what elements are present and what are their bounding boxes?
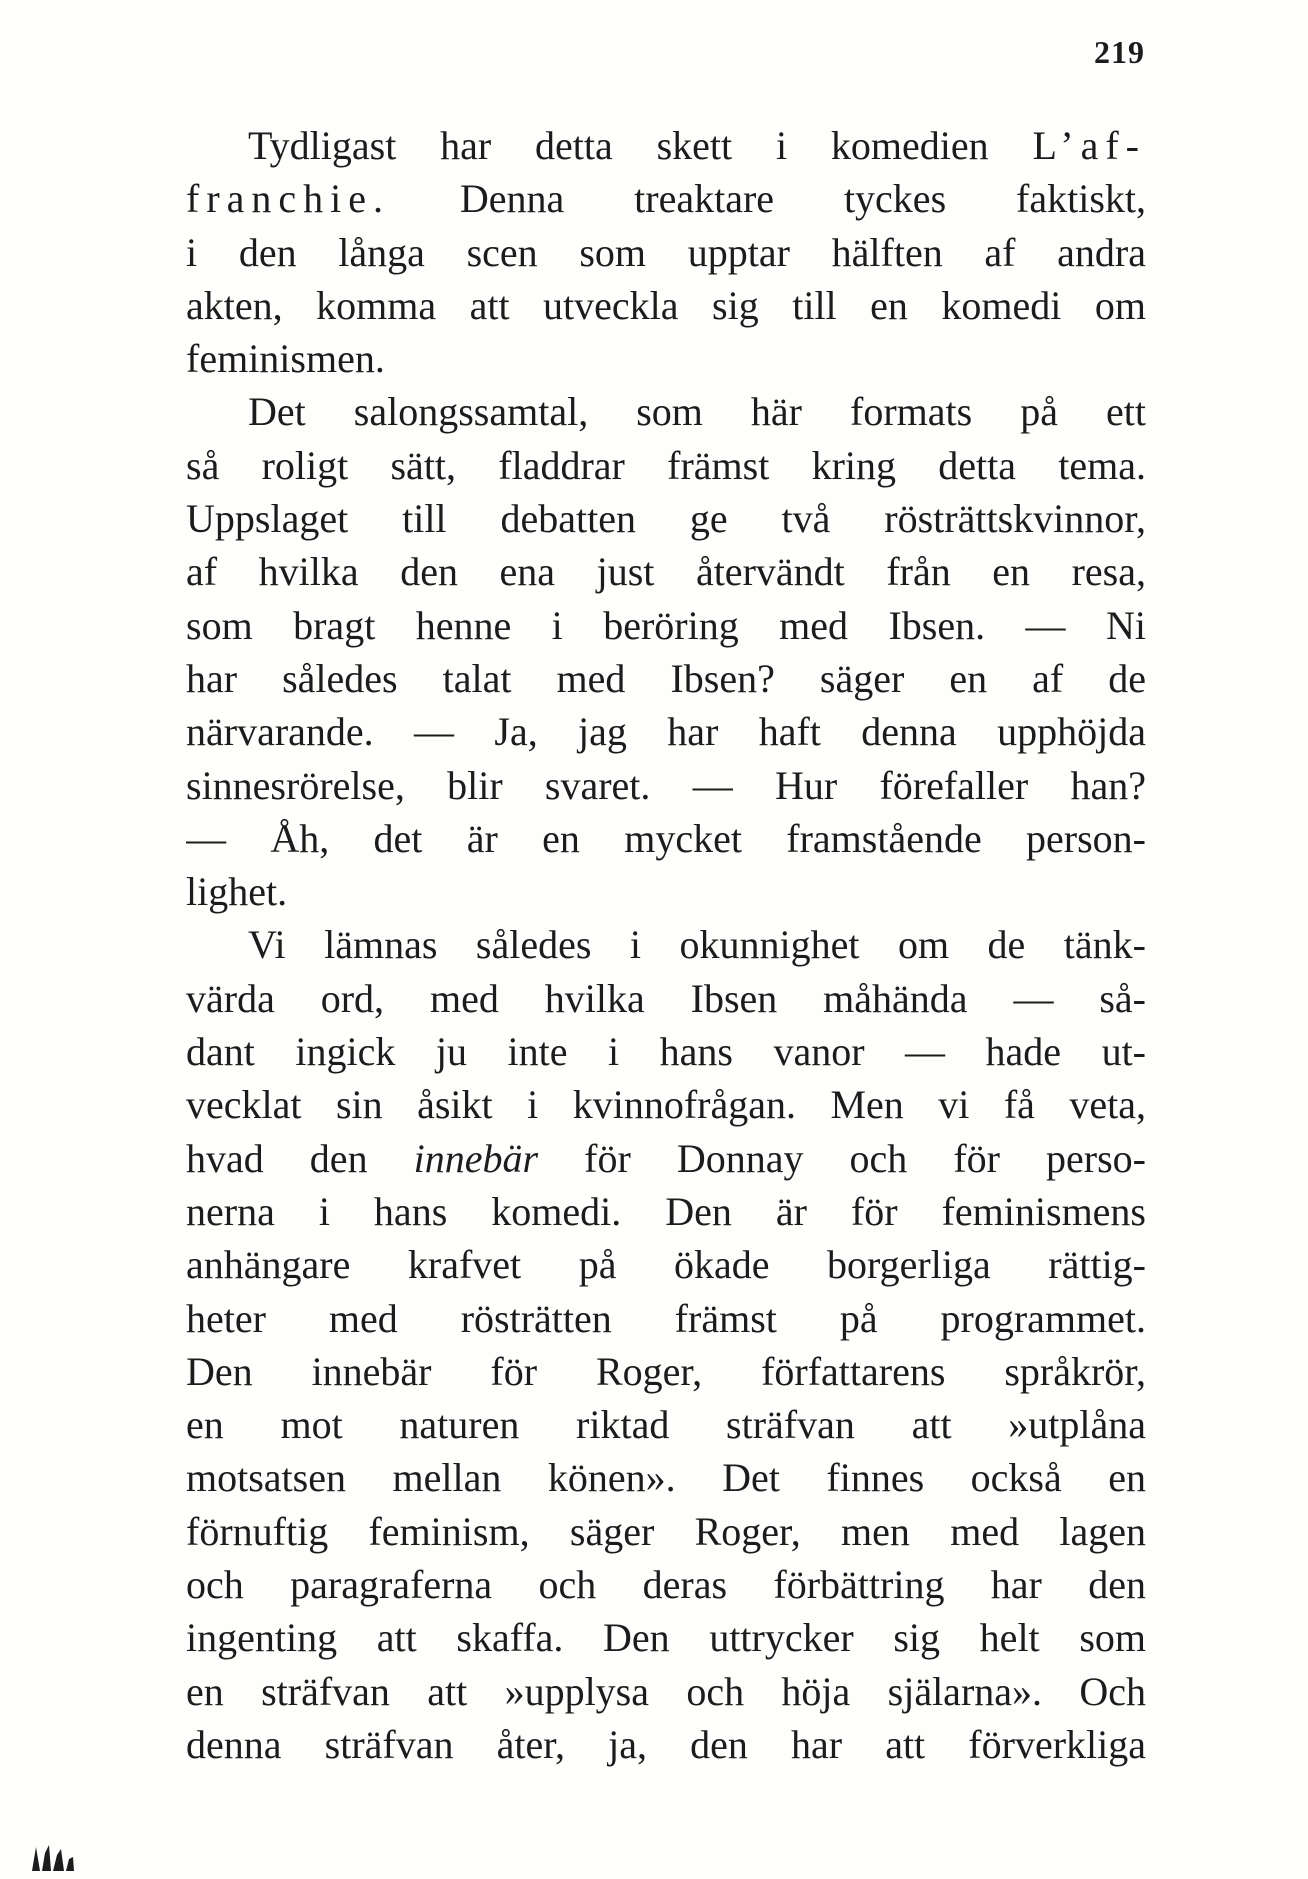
printer-ornament-icon xyxy=(30,1843,76,1873)
text-line: motsatsen mellan könen». Det finnes också en xyxy=(186,1455,1146,1501)
text-line: anhängare krafvet på ökade borgerliga rättig- xyxy=(186,1242,1146,1288)
page-number: 219 xyxy=(1094,34,1145,70)
text-line: som bragt henne i beröring med Ibsen. — Ni xyxy=(186,602,1146,648)
text-line: af hvilka den ena just återvändt från en resa, xyxy=(186,549,1146,595)
text-line: en sträfvan att »upplysa och höja själarna». Och xyxy=(186,1668,1146,1714)
text-line: Vi lämnas således i okunnighet om de tänk- xyxy=(248,922,1146,968)
text-line: feminismen. xyxy=(186,336,385,382)
text-line: har således talat med Ibsen? säger en af de xyxy=(186,655,1146,701)
text-line: lighet. xyxy=(186,869,288,915)
text-line: hvad den innebär för Donnay och för perso- xyxy=(186,1135,1146,1181)
text-line: ingenting att skaffa. Den uttrycker sig helt som xyxy=(186,1615,1146,1661)
text-line: Den innebär för Roger, författarens språkrör, xyxy=(186,1348,1146,1394)
text-line: sinnesrörelse, blir svaret. — Hur förefaller han? xyxy=(186,762,1146,808)
text-line: och paragraferna och deras förbättring har den xyxy=(186,1562,1146,1608)
text-line: — Åh, det är en mycket framstående person- xyxy=(186,815,1146,861)
text-line: i den långa scen som upptar hälften af andra xyxy=(186,229,1146,275)
text-line: dant ingick ju inte i hans vanor — hade ut- xyxy=(186,1029,1146,1075)
text-line: närvarande. — Ja, jag har haft denna upphöjda xyxy=(186,709,1146,755)
text-line: vecklat sin åsikt i kvinnofrågan. Men vi få veta, xyxy=(186,1082,1146,1128)
spaced-title: franchie. xyxy=(186,176,391,222)
text-line: Uppslaget till debatten ge två rösträttskvinnor, xyxy=(186,496,1146,542)
text-line: så roligt sätt, fladdrar främst kring detta tema. xyxy=(186,442,1146,488)
text-line: denna sträfvan åter, ja, den har att förverkliga xyxy=(186,1721,1146,1767)
text-line: värda ord, med hvilka Ibsen måhända — så- xyxy=(186,975,1146,1021)
text-line: franchie. Denna treaktare tyckes faktiskt, xyxy=(186,176,1146,222)
italic-word: innebär xyxy=(413,1135,539,1181)
spaced-title: L’af- xyxy=(1032,123,1146,168)
body-text xyxy=(186,119,1146,1771)
text-line: Det salongssamtal, som här formats på ett xyxy=(248,389,1146,435)
text-line: en mot naturen riktad sträfvan att »utplåna xyxy=(186,1402,1146,1448)
text-line: Tydligast har detta skett i komedien L’af- xyxy=(248,123,1146,168)
text-line: heter med rösträtten främst på programmet. xyxy=(186,1295,1146,1341)
text-line: förnuftig feminism, säger Roger, men med lagen xyxy=(186,1508,1146,1554)
text-line: nerna i hans komedi. Den är för feminismens xyxy=(186,1188,1146,1234)
text-line: akten, komma att utveckla sig till en komedi om xyxy=(186,282,1146,328)
